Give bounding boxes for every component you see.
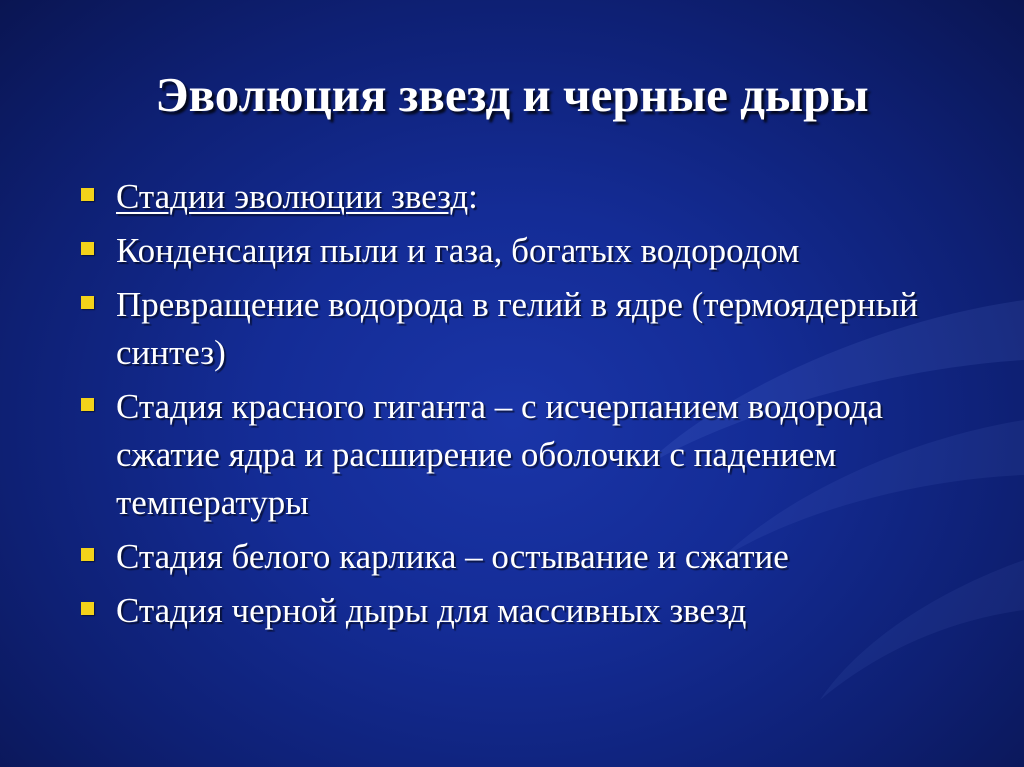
bullet-text-stages: Стадии эволюции звезд — [116, 177, 469, 216]
bullet-text-condensation: Конденсация пыли и газа, богатых водородом — [116, 231, 800, 270]
bullet-item-stages — [78, 173, 993, 221]
bullet-list — [78, 173, 993, 641]
bullet-text-black-hole: Стадия черной дыры для массивных звезд — [116, 591, 747, 630]
bullet-item-white-dwarf — [78, 533, 993, 581]
slide-title: Эволюция звезд и черные дыры — [155, 67, 869, 122]
yellow-square-bullet-icon — [81, 602, 94, 615]
yellow-square-bullet-icon — [81, 398, 94, 411]
bullet-suffix-colon: : — [468, 177, 478, 216]
bullet-item-red-giant — [78, 383, 993, 527]
bullet-text-red-giant: Стадия красного гиганта – с исчерпанием водорода сжатие ядра и расширение оболочки с падением температуры — [116, 387, 884, 522]
bullet-item-condensation — [78, 227, 993, 275]
bullet-text-fusion: Превращение водорода в гелий в ядре (термоядерный синтез) — [116, 285, 918, 372]
yellow-square-bullet-icon — [81, 548, 94, 561]
bullet-item-fusion — [78, 281, 993, 377]
bullet-item-black-hole — [78, 587, 993, 635]
yellow-square-bullet-icon — [81, 296, 94, 309]
yellow-square-bullet-icon — [81, 242, 94, 255]
yellow-square-bullet-icon — [81, 188, 94, 201]
bullet-text-white-dwarf: Стадия белого карлика – остывание и сжатие — [116, 537, 789, 576]
